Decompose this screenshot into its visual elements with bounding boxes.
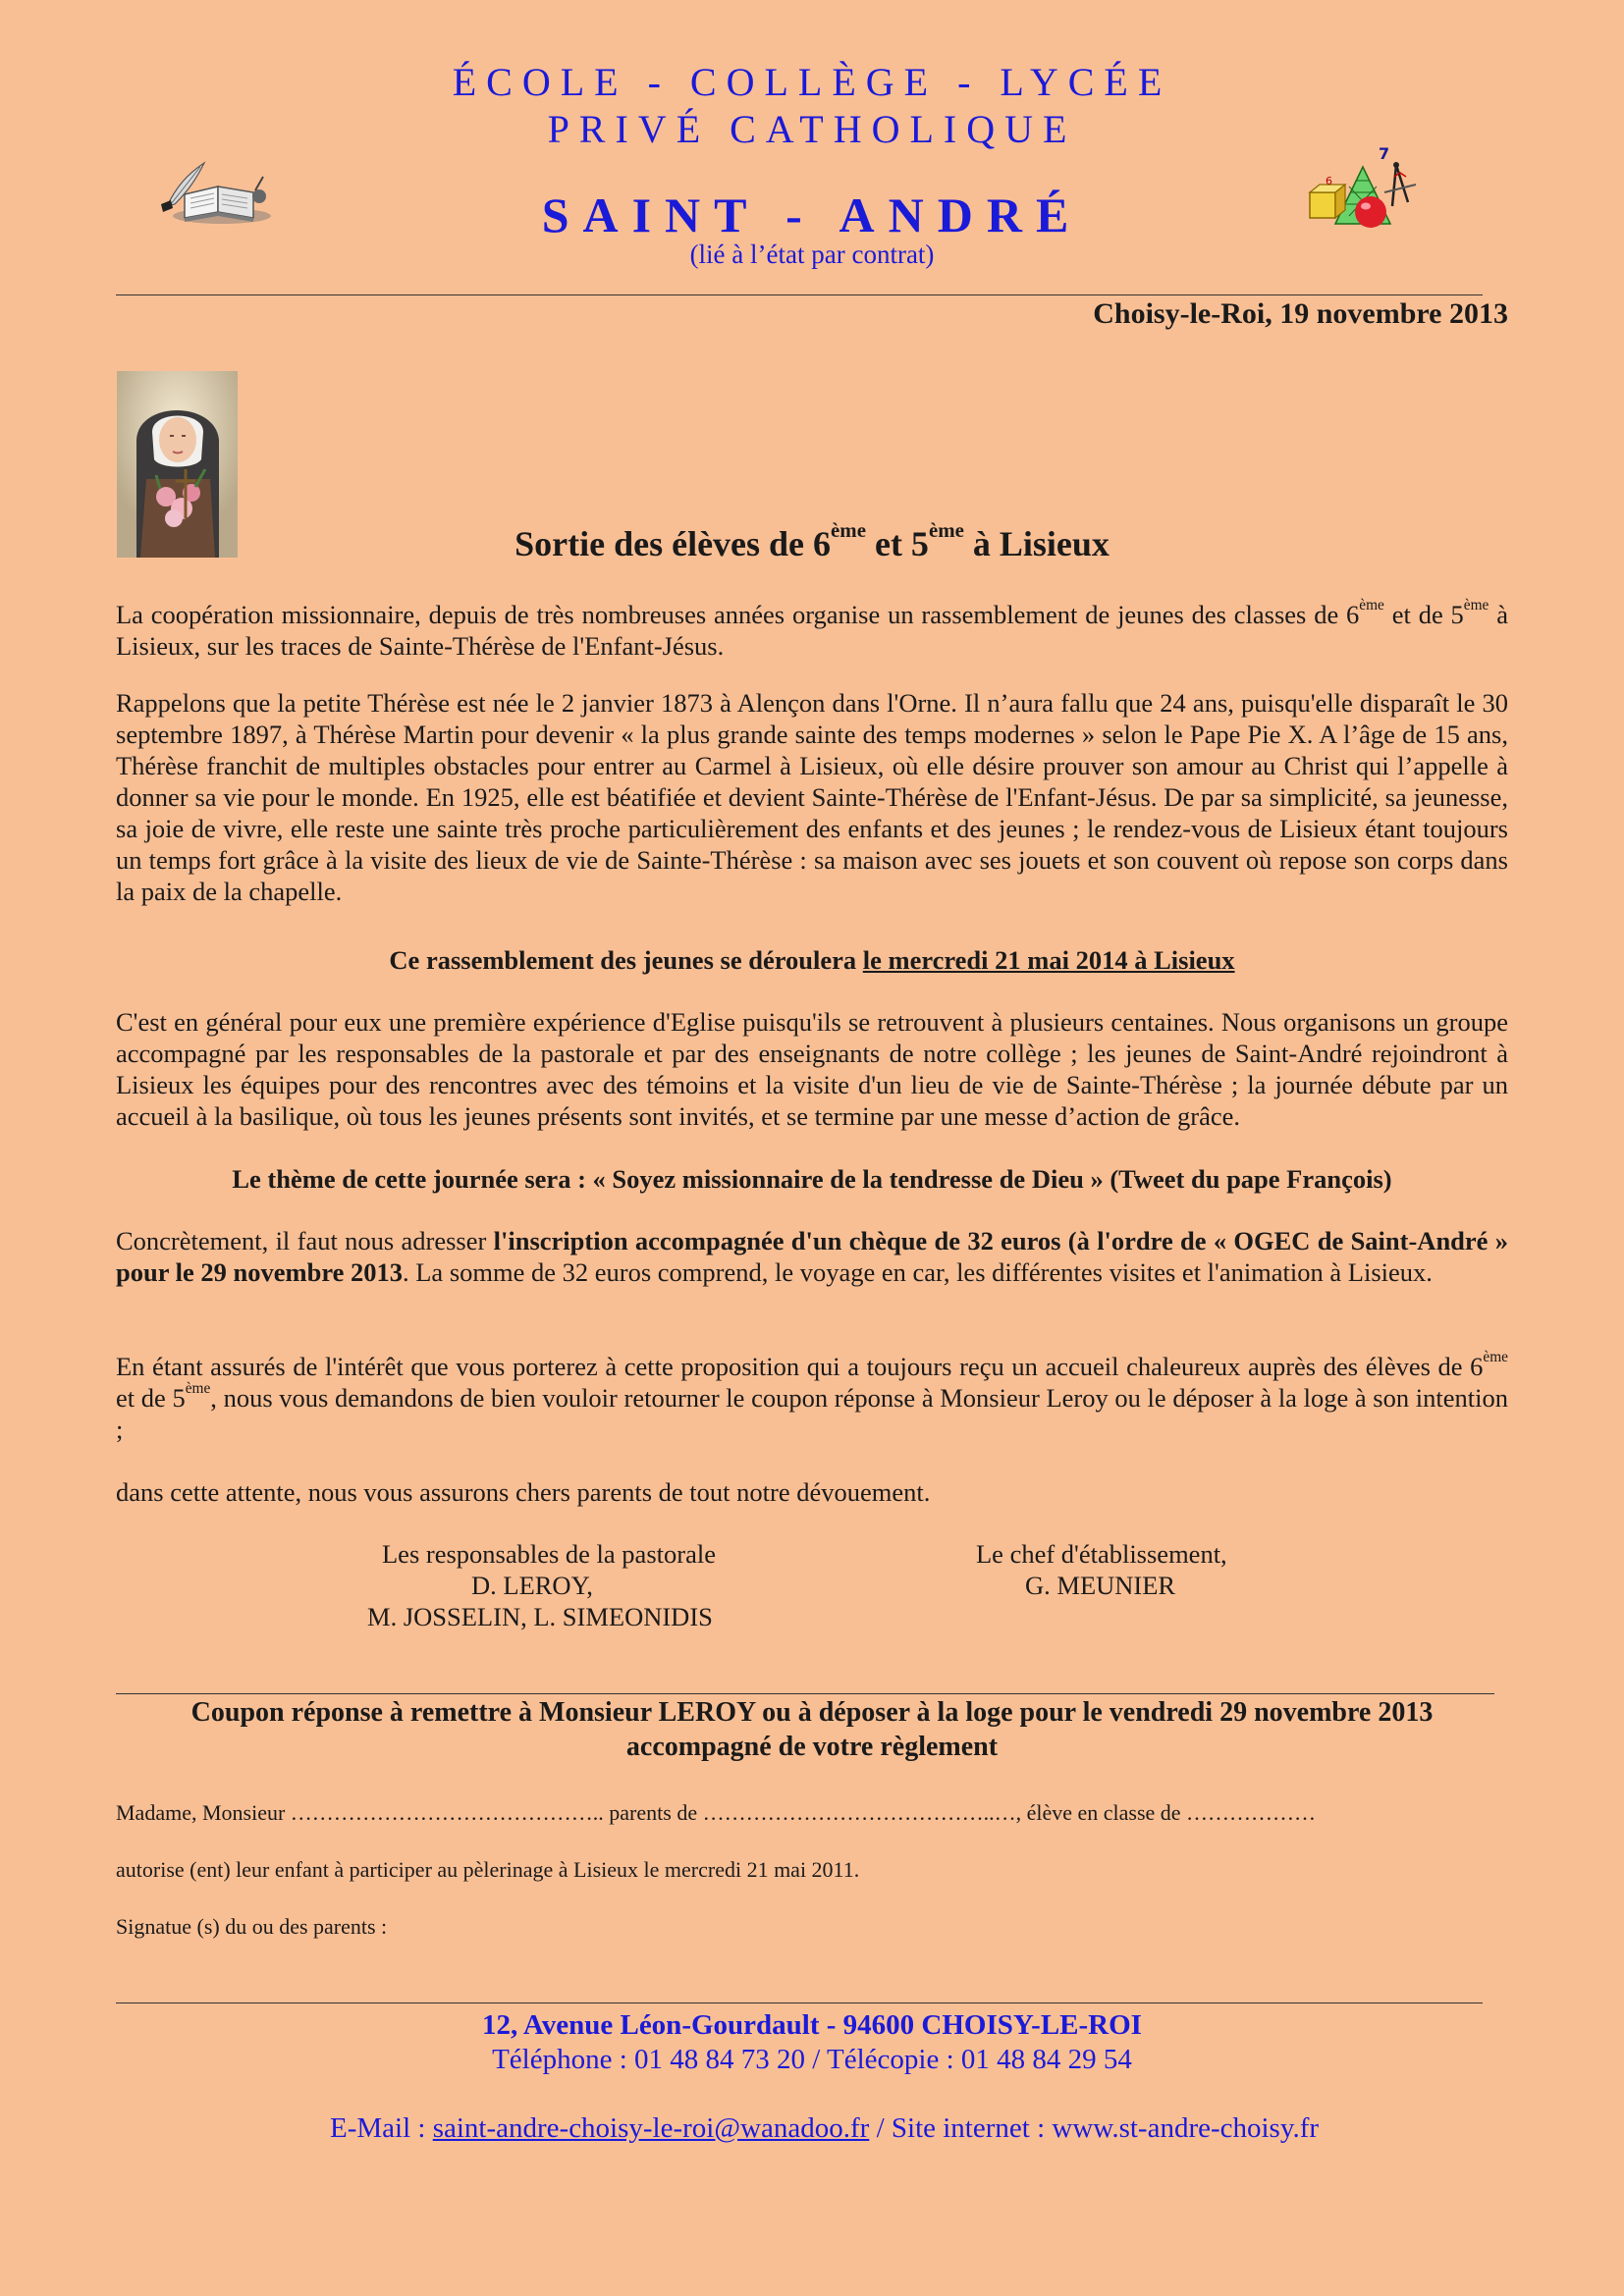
intro-text-3: à Lisieux, sur les traces de Sainte-Thérèse de l'Enfant-Jésus. — [116, 600, 1508, 661]
coupon-title-line-2: accompagné de votre règlement — [625, 1732, 999, 1762]
title-sup-1: ème — [831, 518, 866, 543]
email-label: E-Mail : — [330, 2112, 433, 2144]
book-quill-icon — [157, 157, 280, 231]
event-lead: Ce rassemblement des jeunes se déroulera — [389, 945, 863, 975]
pastoral-name-2: M. JOSSELIN, L. SIMEONIDIS — [367, 1602, 713, 1631]
header-line-2: PRIVÉ CATHOLIQUE — [547, 107, 1077, 151]
footer-address: 12, Avenue Léon-Gourdault - 94600 CHOISY-LE-ROI — [482, 2009, 1142, 2041]
intro-sup-1: ème — [1359, 597, 1384, 614]
footer-divider — [116, 2002, 1483, 2003]
request-text-3: , nous vous demandons de bien vouloir retourner le coupon réponse à Monsieur Leroy ou le déposer à la loge à son intention ; — [116, 1383, 1508, 1444]
request-text-2: et de 5 — [116, 1383, 186, 1413]
closing-line: dans cette attente, nous vous assurons chers parents de tout notre dévouement. — [116, 1477, 931, 1507]
request-paragraph — [116, 1351, 1508, 1445]
coupon-title — [0, 1695, 1624, 1764]
title-part-2: et 5 — [865, 524, 929, 563]
footer-phones: Téléphone : 01 48 84 73 20 / Télécopie : 01 48 84 29 54 — [492, 2044, 1132, 2075]
title-part-1: Sortie des élèves de 6 — [514, 524, 832, 563]
intro-text-2: et de 5 — [1383, 600, 1464, 629]
header-line-1: ÉCOLE - COLLÈGE - LYCÉE — [452, 60, 1172, 104]
coupon-divider — [116, 1693, 1494, 1694]
event-line — [116, 944, 1508, 976]
email-link[interactable]: saint-andre-choisy-le-roi@wanadoo.fr — [432, 2112, 870, 2144]
registration-bold: l'inscription accompagnée d'un chèque de 32 euros (à l'ordre de « OGEC de Saint-André » pour le 29 novembre 2013 — [116, 1226, 1509, 1287]
request-sup-1: ème — [1483, 1349, 1508, 1366]
intro-text-1: La coopération missionnaire, depuis de très nombreuses années organise un rassemblement de jeunes des classes de 6 — [116, 600, 1360, 629]
registration-text-2: . La somme de 32 euros comprend, le voyage en car, les différentes visites et l'animation à Lisieux. — [403, 1257, 1433, 1287]
title-sup-2: ème — [928, 518, 964, 543]
svg-text:7: 7 — [1379, 147, 1390, 163]
title-part-3: à Lisieux — [963, 524, 1110, 563]
request-sup-2: ème — [185, 1380, 211, 1398]
request-text-1: En étant assurés de l'intérêt que vous porterez à cette proposition qui a toujours reçu un accueil chaleureux auprès des élèves de 6 — [116, 1352, 1484, 1381]
experience-text: C'est en général pour eux une première expérience d'Eglise puisqu'ils se retrouvent à plusieurs centaines. Nous organisons un groupe accompagné par les responsables de la pastorale et par des enseignants de notre collège ; les jeunes de Saint-André rejoindront à Lisieux les équipes pour des rencontres avec des témoins et la visite d'un lieu de vie de Sainte-Thérèse ; la journée débute par un accueil à la basilique, où tous les jeunes présents sont invités, et se termine par une messe d’action de grâce. — [116, 1007, 1508, 1131]
letter-title — [0, 518, 1624, 565]
svg-text:6: 6 — [1326, 175, 1332, 187]
event-date: le mercredi 21 mai 2014 à Lisieux — [862, 945, 1235, 975]
pastoral-title: Les responsables de la pastorale — [382, 1539, 716, 1569]
footer-contact — [330, 2110, 1319, 2146]
principal-title: Le chef d'établissement, — [976, 1539, 1227, 1569]
registration-paragraph — [116, 1225, 1508, 1288]
site-text: / Site internet : www.st-andre-choisy.fr — [869, 2112, 1320, 2144]
coupon-authorize-line: autorise (ent) leur enfant à participer au pèlerinage à Lisieux le mercredi 21 mai 2011. — [116, 1857, 860, 1882]
experience-paragraph — [116, 1006, 1508, 1132]
theme-line: Le thème de cette journée sera : « Soyez missionnaire de la tendresse de Dieu » (Tweet du pape François) — [232, 1164, 1392, 1194]
intro-paragraph — [116, 599, 1508, 662]
geometry-shapes-icon — [1306, 147, 1422, 232]
history-paragraph — [116, 687, 1508, 907]
coupon-title-line-1: Coupon réponse à remettre à Monsieur LEROY ou à déposer à la loge pour le vendredi 29 novembre 2013 — [190, 1697, 1434, 1728]
history-text: Rappelons que la petite Thérèse est née le 2 janvier 1873 à Alençon dans l'Orne. Il n’aura fallu que 24 ans, puisqu'elle disparaît le 30 septembre 1897, à Thérèse Martin pour devenir « la plus grande sainte des temps modernes » selon le Pape Pie X. A l’âge de 15 ans, Thérèse franchit de multiples obstacles pour entrer au Carmel à Lisieux, où elle désire prouver son amour au Christ qui l’appelle à donner sa vie pour le monde. En 1925, elle est béatifiée et devient Sainte-Thérèse de l'Enfant-Jésus. De par sa simplicité, sa jeunesse, sa joie de vivre, elle reste une sainte très proche particulièrement des enfants et des jeunes ; le rendez-vous de Lisieux étant toujours un temps fort grâce à la visite des lieux de vie de Sainte-Thérèse : sa maison avec ses jouets et son couvent où repose son corps dans la paix de la chapelle. — [116, 688, 1508, 906]
coupon-parent-line: Madame, Monsieur …………………………………….. parents de …………………………………..…, élève en classe de ……………… — [116, 1800, 1317, 1825]
pastoral-name-1: D. LEROY, — [471, 1571, 593, 1600]
header-divider — [116, 294, 1483, 295]
school-name: SAINT - ANDRÉ — [541, 187, 1083, 242]
contract-note: (lié à l’état par contrat) — [689, 240, 935, 269]
principal-name: G. MEUNIER — [1025, 1571, 1176, 1600]
intro-sup-2: ème — [1463, 597, 1489, 614]
registration-text-1: Concrètement, il faut nous adresser — [116, 1226, 494, 1255]
coupon-signature-line: Signatue (s) du ou des parents : — [116, 1914, 388, 1939]
letter-date: Choisy-le-Roi, 19 novembre 2013 — [1093, 297, 1508, 330]
